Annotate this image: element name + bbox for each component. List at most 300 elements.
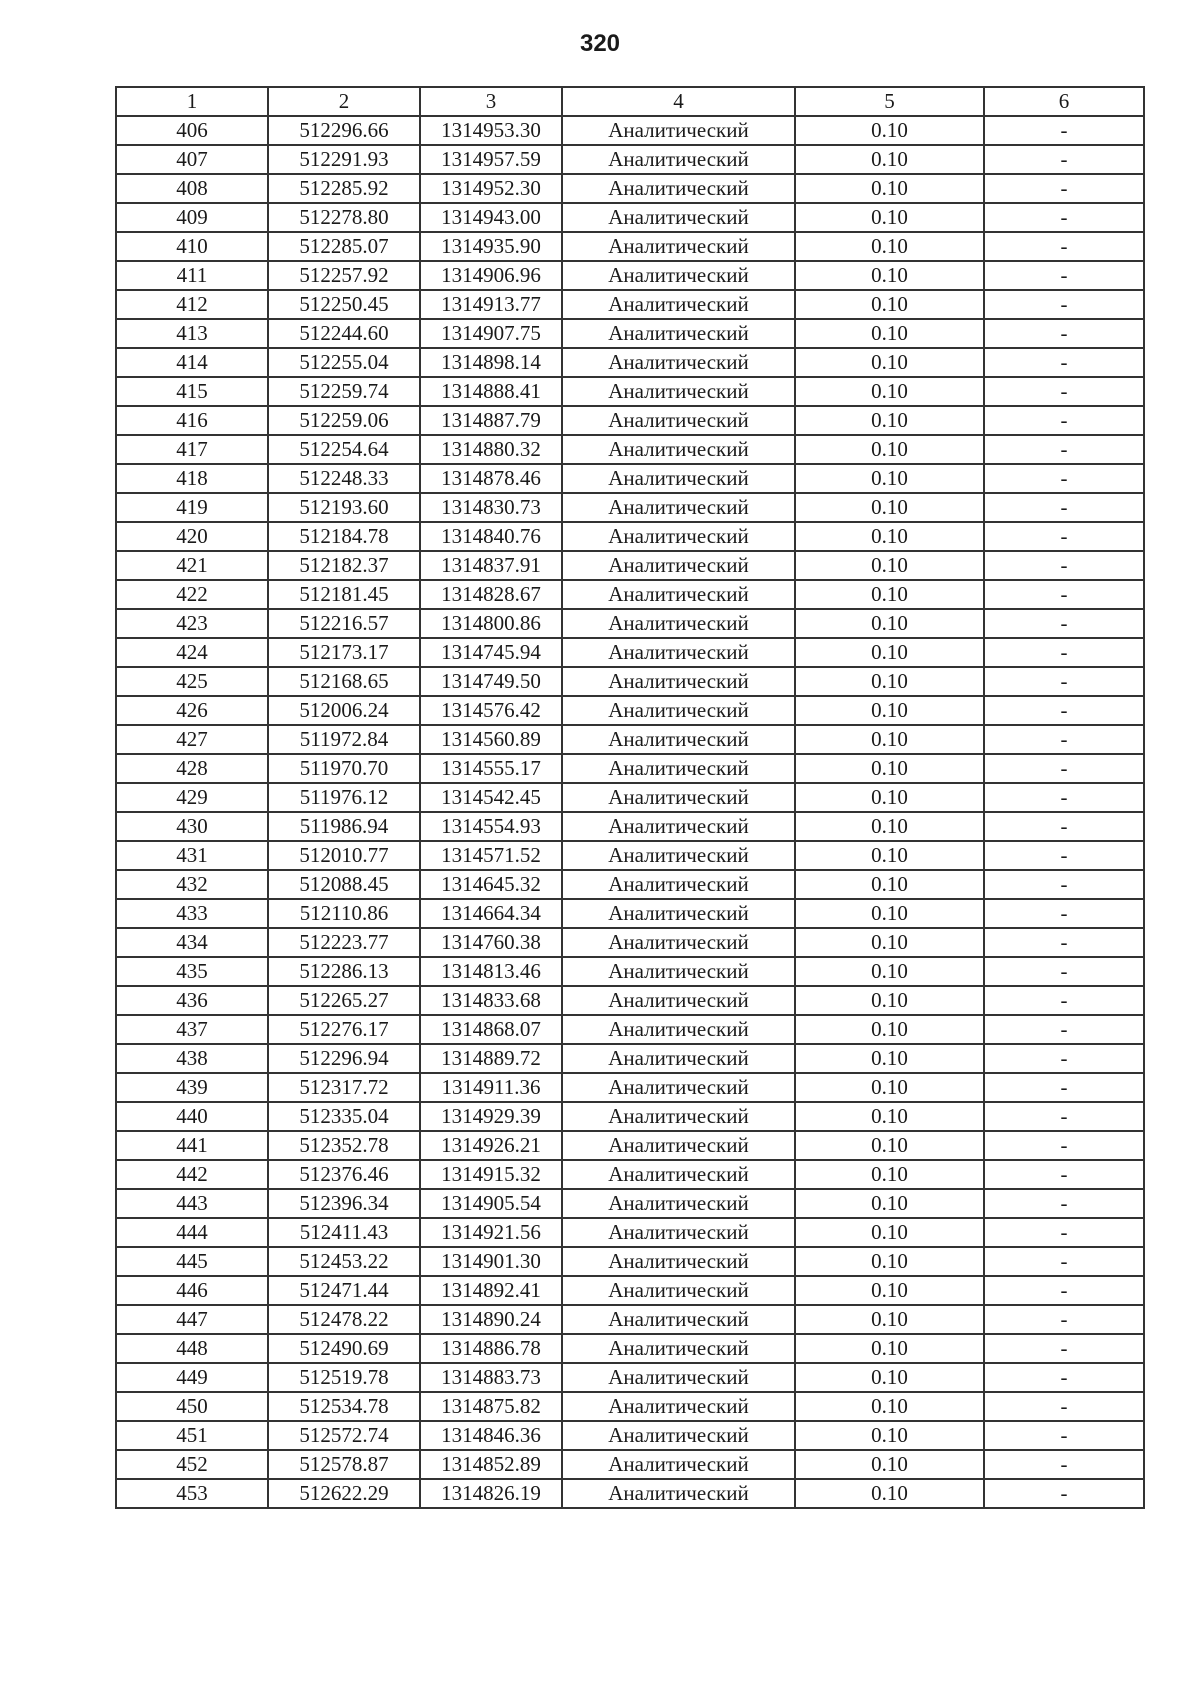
accuracy-cell: 0.10 [795,667,984,696]
x-coordinate-cell: 512006.24 [268,696,420,725]
y-coordinate-cell: 1314800.86 [420,609,562,638]
note-cell: - [984,522,1144,551]
note-cell: - [984,986,1144,1015]
header-row [116,87,1144,116]
method-cell: Аналитический [562,957,795,986]
table-row [116,116,1144,145]
x-coordinate-cell: 512250.45 [268,290,420,319]
method-cell: Аналитический [562,261,795,290]
table-row [116,203,1144,232]
note-cell: - [984,435,1144,464]
point-number-cell: 415 [116,377,268,406]
point-number-cell: 439 [116,1073,268,1102]
x-coordinate-cell: 512286.13 [268,957,420,986]
note-cell: - [984,870,1144,899]
note-cell: - [984,319,1144,348]
table-row [116,1189,1144,1218]
point-number-cell: 414 [116,348,268,377]
method-cell: Аналитический [562,435,795,464]
method-cell: Аналитический [562,783,795,812]
accuracy-cell: 0.10 [795,290,984,319]
note-cell: - [984,1247,1144,1276]
accuracy-cell: 0.10 [795,1160,984,1189]
column-header: 3 [420,87,562,116]
table-row [116,841,1144,870]
note-cell: - [984,696,1144,725]
table-row [116,1044,1144,1073]
y-coordinate-cell: 1314957.59 [420,145,562,174]
method-cell: Аналитический [562,1044,795,1073]
y-coordinate-cell: 1314542.45 [420,783,562,812]
table-row [116,1479,1144,1508]
accuracy-cell: 0.10 [795,754,984,783]
note-cell: - [984,1218,1144,1247]
note-cell: - [984,783,1144,812]
table-row [116,174,1144,203]
method-cell: Аналитический [562,1073,795,1102]
point-number-cell: 447 [116,1305,268,1334]
method-cell: Аналитический [562,1160,795,1189]
accuracy-cell: 0.10 [795,1044,984,1073]
note-cell: - [984,1479,1144,1508]
note-cell: - [984,928,1144,957]
note-cell: - [984,1305,1144,1334]
note-cell: - [984,145,1144,174]
accuracy-cell: 0.10 [795,319,984,348]
accuracy-cell: 0.10 [795,551,984,580]
point-number-cell: 429 [116,783,268,812]
y-coordinate-cell: 1314935.90 [420,232,562,261]
note-cell: - [984,1392,1144,1421]
method-cell: Аналитический [562,928,795,957]
note-cell: - [984,725,1144,754]
table-row [116,754,1144,783]
x-coordinate-cell: 512259.06 [268,406,420,435]
accuracy-cell: 0.10 [795,1276,984,1305]
accuracy-cell: 0.10 [795,493,984,522]
y-coordinate-cell: 1314911.36 [420,1073,562,1102]
x-coordinate-cell: 512572.74 [268,1421,420,1450]
x-coordinate-cell: 512285.07 [268,232,420,261]
x-coordinate-cell: 512276.17 [268,1015,420,1044]
y-coordinate-cell: 1314813.46 [420,957,562,986]
y-coordinate-cell: 1314555.17 [420,754,562,783]
method-cell: Аналитический [562,290,795,319]
accuracy-cell: 0.10 [795,1392,984,1421]
point-number-cell: 410 [116,232,268,261]
point-number-cell: 440 [116,1102,268,1131]
x-coordinate-cell: 512254.64 [268,435,420,464]
note-cell: - [984,1102,1144,1131]
method-cell: Аналитический [562,1392,795,1421]
y-coordinate-cell: 1314833.68 [420,986,562,1015]
point-number-cell: 428 [116,754,268,783]
point-number-cell: 433 [116,899,268,928]
y-coordinate-cell: 1314929.39 [420,1102,562,1131]
x-coordinate-cell: 512259.74 [268,377,420,406]
note-cell: - [984,1450,1144,1479]
point-number-cell: 418 [116,464,268,493]
method-cell: Аналитический [562,638,795,667]
point-number-cell: 446 [116,1276,268,1305]
point-number-cell: 411 [116,261,268,290]
accuracy-cell: 0.10 [795,1363,984,1392]
method-cell: Аналитический [562,232,795,261]
point-number-cell: 407 [116,145,268,174]
point-number-cell: 451 [116,1421,268,1450]
y-coordinate-cell: 1314554.93 [420,812,562,841]
column-header: 6 [984,87,1144,116]
y-coordinate-cell: 1314926.21 [420,1131,562,1160]
table-row [116,1363,1144,1392]
accuracy-cell: 0.10 [795,725,984,754]
x-coordinate-cell: 512285.92 [268,174,420,203]
table-row [116,812,1144,841]
accuracy-cell: 0.10 [795,377,984,406]
x-coordinate-cell: 512411.43 [268,1218,420,1247]
table-row [116,551,1144,580]
table-row [116,667,1144,696]
table-row [116,1015,1144,1044]
y-coordinate-cell: 1314664.34 [420,899,562,928]
table-row [116,609,1144,638]
point-number-cell: 420 [116,522,268,551]
y-coordinate-cell: 1314921.56 [420,1218,562,1247]
x-coordinate-cell: 511972.84 [268,725,420,754]
y-coordinate-cell: 1314846.36 [420,1421,562,1450]
table-row [116,638,1144,667]
y-coordinate-cell: 1314953.30 [420,116,562,145]
note-cell: - [984,406,1144,435]
point-number-cell: 416 [116,406,268,435]
table-row [116,1305,1144,1334]
accuracy-cell: 0.10 [795,406,984,435]
method-cell: Аналитический [562,1102,795,1131]
x-coordinate-cell: 512088.45 [268,870,420,899]
y-coordinate-cell: 1314888.41 [420,377,562,406]
note-cell: - [984,1363,1144,1392]
x-coordinate-cell: 512453.22 [268,1247,420,1276]
y-coordinate-cell: 1314905.54 [420,1189,562,1218]
accuracy-cell: 0.10 [795,1450,984,1479]
method-cell: Аналитический [562,1421,795,1450]
point-number-cell: 408 [116,174,268,203]
note-cell: - [984,899,1144,928]
x-coordinate-cell: 512010.77 [268,841,420,870]
method-cell: Аналитический [562,406,795,435]
table-row [116,1160,1144,1189]
x-coordinate-cell: 511976.12 [268,783,420,812]
method-cell: Аналитический [562,1363,795,1392]
table-row [116,348,1144,377]
table-row [116,1073,1144,1102]
x-coordinate-cell: 512317.72 [268,1073,420,1102]
note-cell: - [984,232,1144,261]
table-row [116,899,1144,928]
point-number-cell: 450 [116,1392,268,1421]
accuracy-cell: 0.10 [795,957,984,986]
note-cell: - [984,348,1144,377]
y-coordinate-cell: 1314892.41 [420,1276,562,1305]
point-number-cell: 430 [116,812,268,841]
table-body [116,87,1144,1508]
note-cell: - [984,1189,1144,1218]
x-coordinate-cell: 512478.22 [268,1305,420,1334]
note-cell: - [984,551,1144,580]
y-coordinate-cell: 1314890.24 [420,1305,562,1334]
y-coordinate-cell: 1314907.75 [420,319,562,348]
point-number-cell: 424 [116,638,268,667]
note-cell: - [984,1015,1144,1044]
method-cell: Аналитический [562,754,795,783]
table-row [116,145,1144,174]
coordinates-table [115,86,1145,1509]
accuracy-cell: 0.10 [795,261,984,290]
method-cell: Аналитический [562,1276,795,1305]
note-cell: - [984,1131,1144,1160]
accuracy-cell: 0.10 [795,899,984,928]
method-cell: Аналитический [562,725,795,754]
y-coordinate-cell: 1314576.42 [420,696,562,725]
point-number-cell: 432 [116,870,268,899]
point-number-cell: 441 [116,1131,268,1160]
x-coordinate-cell: 512257.92 [268,261,420,290]
table-row [116,1450,1144,1479]
method-cell: Аналитический [562,580,795,609]
accuracy-cell: 0.10 [795,928,984,957]
note-cell: - [984,841,1144,870]
accuracy-cell: 0.10 [795,783,984,812]
note-cell: - [984,1334,1144,1363]
method-cell: Аналитический [562,493,795,522]
accuracy-cell: 0.10 [795,464,984,493]
note-cell: - [984,174,1144,203]
y-coordinate-cell: 1314898.14 [420,348,562,377]
point-number-cell: 437 [116,1015,268,1044]
accuracy-cell: 0.10 [795,812,984,841]
x-coordinate-cell: 512622.29 [268,1479,420,1508]
table-row [116,406,1144,435]
accuracy-cell: 0.10 [795,1131,984,1160]
table-row [116,464,1144,493]
y-coordinate-cell: 1314560.89 [420,725,562,754]
column-header: 4 [562,87,795,116]
y-coordinate-cell: 1314830.73 [420,493,562,522]
method-cell: Аналитический [562,1450,795,1479]
table-row [116,1218,1144,1247]
note-cell: - [984,1073,1144,1102]
accuracy-cell: 0.10 [795,986,984,1015]
note-cell: - [984,116,1144,145]
y-coordinate-cell: 1314901.30 [420,1247,562,1276]
method-cell: Аналитический [562,841,795,870]
method-cell: Аналитический [562,377,795,406]
y-coordinate-cell: 1314875.82 [420,1392,562,1421]
x-coordinate-cell: 512335.04 [268,1102,420,1131]
note-cell: - [984,1421,1144,1450]
method-cell: Аналитический [562,870,795,899]
y-coordinate-cell: 1314943.00 [420,203,562,232]
table-row [116,1334,1144,1363]
method-cell: Аналитический [562,812,795,841]
x-coordinate-cell: 512181.45 [268,580,420,609]
method-cell: Аналитический [562,1189,795,1218]
table-row [116,986,1144,1015]
method-cell: Аналитический [562,1334,795,1363]
method-cell: Аналитический [562,145,795,174]
method-cell: Аналитический [562,203,795,232]
method-cell: Аналитический [562,667,795,696]
method-cell: Аналитический [562,1247,795,1276]
y-coordinate-cell: 1314886.78 [420,1334,562,1363]
y-coordinate-cell: 1314760.38 [420,928,562,957]
note-cell: - [984,667,1144,696]
point-number-cell: 425 [116,667,268,696]
method-cell: Аналитический [562,1218,795,1247]
method-cell: Аналитический [562,986,795,1015]
accuracy-cell: 0.10 [795,609,984,638]
y-coordinate-cell: 1314826.19 [420,1479,562,1508]
point-number-cell: 417 [116,435,268,464]
y-coordinate-cell: 1314837.91 [420,551,562,580]
accuracy-cell: 0.10 [795,1189,984,1218]
method-cell: Аналитический [562,696,795,725]
accuracy-cell: 0.10 [795,1334,984,1363]
table-row [116,580,1144,609]
y-coordinate-cell: 1314645.32 [420,870,562,899]
y-coordinate-cell: 1314852.89 [420,1450,562,1479]
table-row [116,870,1144,899]
accuracy-cell: 0.10 [795,1218,984,1247]
note-cell: - [984,377,1144,406]
point-number-cell: 443 [116,1189,268,1218]
note-cell: - [984,464,1144,493]
x-coordinate-cell: 512216.57 [268,609,420,638]
method-cell: Аналитический [562,1015,795,1044]
accuracy-cell: 0.10 [795,232,984,261]
point-number-cell: 438 [116,1044,268,1073]
page-number: 320 [579,30,621,57]
table-row [116,319,1144,348]
point-number-cell: 423 [116,609,268,638]
table-row [116,377,1144,406]
note-cell: - [984,261,1144,290]
point-number-cell: 426 [116,696,268,725]
point-number-cell: 449 [116,1363,268,1392]
table-row [116,1247,1144,1276]
note-cell: - [984,580,1144,609]
x-coordinate-cell: 512255.04 [268,348,420,377]
accuracy-cell: 0.10 [795,435,984,464]
x-coordinate-cell: 512396.34 [268,1189,420,1218]
table-row [116,290,1144,319]
point-number-cell: 434 [116,928,268,957]
x-coordinate-cell: 512193.60 [268,493,420,522]
x-coordinate-cell: 512578.87 [268,1450,420,1479]
table-row [116,928,1144,957]
accuracy-cell: 0.10 [795,841,984,870]
accuracy-cell: 0.10 [795,1102,984,1131]
accuracy-cell: 0.10 [795,348,984,377]
accuracy-cell: 0.10 [795,203,984,232]
method-cell: Аналитический [562,899,795,928]
accuracy-cell: 0.10 [795,522,984,551]
point-number-cell: 444 [116,1218,268,1247]
x-coordinate-cell: 512471.44 [268,1276,420,1305]
note-cell: - [984,609,1144,638]
accuracy-cell: 0.10 [795,1073,984,1102]
table-row [116,1131,1144,1160]
y-coordinate-cell: 1314887.79 [420,406,562,435]
x-coordinate-cell: 512291.93 [268,145,420,174]
y-coordinate-cell: 1314828.67 [420,580,562,609]
y-coordinate-cell: 1314906.96 [420,261,562,290]
table-row [116,957,1144,986]
x-coordinate-cell: 512223.77 [268,928,420,957]
point-number-cell: 445 [116,1247,268,1276]
y-coordinate-cell: 1314868.07 [420,1015,562,1044]
x-coordinate-cell: 512173.17 [268,638,420,667]
method-cell: Аналитический [562,522,795,551]
table-row [116,1102,1144,1131]
table-row [116,1421,1144,1450]
point-number-cell: 442 [116,1160,268,1189]
accuracy-cell: 0.10 [795,145,984,174]
note-cell: - [984,1160,1144,1189]
accuracy-cell: 0.10 [795,1479,984,1508]
y-coordinate-cell: 1314913.77 [420,290,562,319]
note-cell: - [984,812,1144,841]
point-number-cell: 412 [116,290,268,319]
x-coordinate-cell: 512534.78 [268,1392,420,1421]
method-cell: Аналитический [562,1479,795,1508]
y-coordinate-cell: 1314571.52 [420,841,562,870]
accuracy-cell: 0.10 [795,116,984,145]
x-coordinate-cell: 512110.86 [268,899,420,928]
column-header: 1 [116,87,268,116]
note-cell: - [984,1044,1144,1073]
table-row [116,696,1144,725]
method-cell: Аналитический [562,551,795,580]
accuracy-cell: 0.10 [795,638,984,667]
method-cell: Аналитический [562,464,795,493]
point-number-cell: 453 [116,1479,268,1508]
table-row [116,1392,1144,1421]
point-number-cell: 448 [116,1334,268,1363]
note-cell: - [984,203,1144,232]
point-number-cell: 427 [116,725,268,754]
x-coordinate-cell: 512184.78 [268,522,420,551]
point-number-cell: 419 [116,493,268,522]
x-coordinate-cell: 512182.37 [268,551,420,580]
table-row [116,232,1144,261]
point-number-cell: 436 [116,986,268,1015]
method-cell: Аналитический [562,1305,795,1334]
point-number-cell: 409 [116,203,268,232]
y-coordinate-cell: 1314745.94 [420,638,562,667]
y-coordinate-cell: 1314878.46 [420,464,562,493]
point-number-cell: 413 [116,319,268,348]
note-cell: - [984,957,1144,986]
point-number-cell: 406 [116,116,268,145]
table-row [116,783,1144,812]
note-cell: - [984,1276,1144,1305]
table-row [116,261,1144,290]
point-number-cell: 452 [116,1450,268,1479]
x-coordinate-cell: 512296.94 [268,1044,420,1073]
note-cell: - [984,290,1144,319]
x-coordinate-cell: 512278.80 [268,203,420,232]
